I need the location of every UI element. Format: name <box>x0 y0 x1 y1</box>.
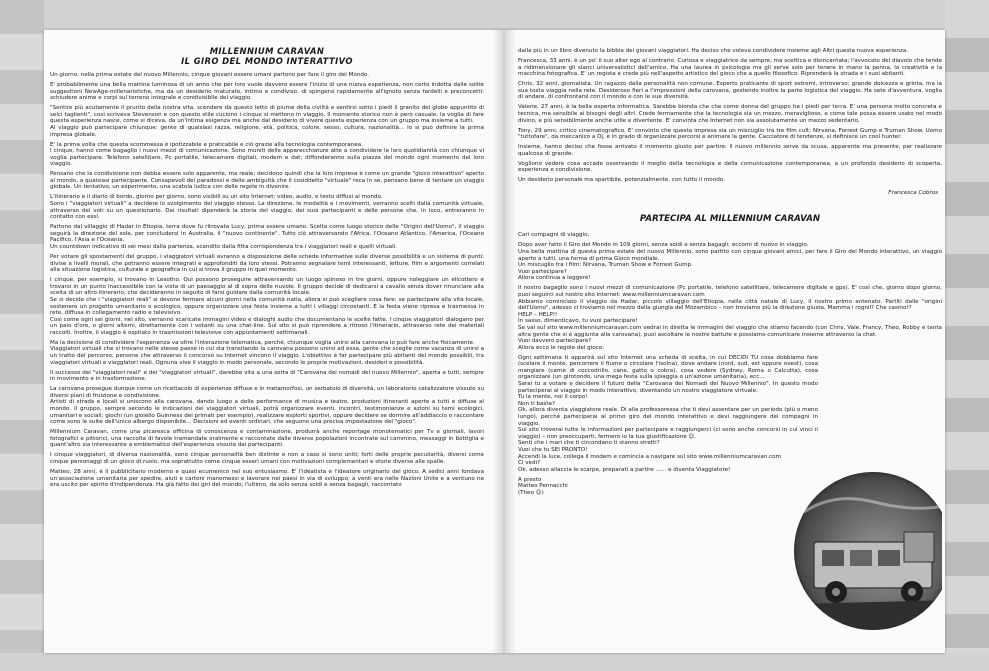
section-heading: PARTECIPA AL MILLENNIUM CARAVAN <box>639 214 821 225</box>
paragraph: A presto Matteo Pennacchi (Theo ☺) <box>518 476 568 496</box>
background-right-strip <box>945 0 989 653</box>
paragraph: I cinque, per esempio, si trovano in Lesotho. Qui possono proseguire attraversando un luogo spinoso in tre giorni, oppure noleggiare un elicottero e trovarsi in un punto inaccessibile con la vista di un paesaggio al di sopra delle nuvole. Il gruppo decide di dedicarsi a cavallo senza dover rinunciare alla scelta di un altro itinerario, che decideranno in seguito di farsi guidare dalla comunità locale. Se si decide che i "viaggiatori reali" si devono fermare alcuni giorni nella comunità natìa, allora si può scegliere cosa fare: se partecipare alla vita locale, sostenere un progetto umanitario o ecologico, oppure organizzare una festa insieme a tutti i villaggi circostanti. E la festa viene ripresa e trasmessa in rete, diffusa in collegamento radio e televisivo. Così come ogni sei giorni, nel sito, verranno scaricate immagini video e dialoghi audio che documentano le scelte fatte. I cinque viaggiatori dialogano per un paio d'ore, o giorni alterni, direttamente con i votanti su una chat-line. Sul sito si può riprendere a ritroso l'itinerario, attraverso rete dei materiali raccolti. Inoltre, il viaggio è ospitato in trasmissioni televisive con appuntamenti settimanali. <box>50 277 484 336</box>
paragraph: Cari compagni di viaggio, <box>518 232 590 239</box>
paragraph: Ma la decisione di condividere l'esperienza va oltre l'interazione telematica, perché, chiunque voglia unirsi alla carovana lo può fare anche fisicamente. Viaggiatori virtuali che si trovano nelle stesse paese in cui sta transitando la carovana possono unirsi ad essa, gente che sceglie come vacanza di unirsi a un tratto del percorso, persone che attraverso il concorso su Internet vincono il viaggio. L'obiettivo è far partecipare più abitanti del mondo possibili, tra viaggiatori virtuali e viaggiatori reali. Ognuna vive il viaggio in modo personale, secondo le proprie motivazioni, desideri e possibilità. <box>50 339 484 366</box>
paragraph: Chris, 32 anni, giornalista. Un ragazzo dalla personalità non comune. Esperto praticante di sport estremi, introverso; grande dolcezza e grinta, ma la sua tosta viaggia nella rete. Desideroso fieri a l'impressioni della carovana, gestendo inoltre la parte logistica del viaggio. Ha sete d'avventura, voglia di andare, di confrontarsi con il mondo e con le sue diversità. <box>518 81 942 101</box>
paragraph: dalla più in un libro divenuto la bibbia dei giovani viaggiatori. Ha deciso che voleva condividere insieme agli Altri questa nuova esperienza. <box>518 48 909 54</box>
paragraph: La carovana prosegue dunque come un ricettacolo di esperienze diffuse e in metamorfosi, un serbatoio di diversità, un laboratorio catalizzatore vissuto su diversi piani di fruizione e condivisione. Artisti di strada e locali si uniscono alla carovana, dando luogo a delle performance di musica e teatro, produzioni itineranti aperte a tutti e diffuse al mondo. Il gruppo, sempre secondo le indicazioni dei viaggiatori virtuali, potrà organizzare eventi, incontri, testimonianze e azioni su temi ecologici, umanitari e sociali; giochi (un gioiello Guinness dei primati per esempio), realizzare esplorti sportivi, oppure decidere se dormire all'addiaccio o raccontare come sono le suite dell'unico albergo disponibile... Decisioni ed eventi ordinari, che seguono una precisa impostazione del "gioco". <box>50 386 484 426</box>
article-title: MILLENNIUM CARAVAN <box>209 46 325 56</box>
paragraph: Ogni settimana ti apparirà sul sito Internet una scheda di scelta, in cui DECIDI TU cosa dobbiamo fare (scelare il monte, percorrere il fiume o circolare l'isolna), dove andare (nord, sud, est oppure ovest), cosa mangiare (carne di coccodrillo, cane, gatto o cobra), cosa vedere (Sydney, Roma o Calcutta), cosa organizzare (un girotondo, una mega festa sulla spiaggia o un'azione umanitaria), ecc... Sarai tu a votare e decidere il futuro della "Carovana dei Nomadi del Nuovo Millennio". In questo modo parteciperai al viaggio in modo interattivo, diventando un nostro viaggiatore virtuale. Tu la mente, noi il corpo! Non ti basta? Ok, allora diventa viaggiatore reale. Di alla professoressa che ti devi assentare per un periodo (più o meno lungo), perché parteciperai al primo giro del mondo interattivo e devi raggiungere dei compagni in viaggio. Sul sito troverai tutte le informazioni per partecipare e raggiungerci (ci sono anche concorsi in cui vinci il viaggio) – non preoccuparti, fermerò io la tua giustificazione ☺. Senti che i mari che ti circondano ti stanno stretti? Vuoi che tu SEI PRONTO! Accendi la luce, collega il modem e comincia a navigare sul sito www.millenniumcaravan.com Ci vedi? Ok, adesso allaccia le scarpe, preparati a partire ...... e diventa Viaggiatore! <box>518 354 818 473</box>
paragraph: Il successo dei "viaggiatori reali" e dei "viaggiatori virtuali", darebbe vita a una sorta di "Carovana dei nomadi del nuovo Millennio", aperta a tutti, sempre in movimento e in trasformazione. <box>50 369 484 383</box>
paragraph: Per votare gli spostamenti del gruppo, i viaggiatori virtuali avranno a disposizione delle schede informative sulle diverse possibilità e un sistema di punti: divise a livelli morali, che potranno essere integrati e approfonditi da loro stessi. Potranno segnalare temi interessanti, letture, film e argomenti correlati alla situazione logistica, culturale e geografica in cui si trova il gruppo in quel momento. <box>50 253 484 274</box>
page-gutter <box>492 30 516 653</box>
paragraph: Matteo, 28 anni, è il pubblicitario moderno e quasi ecumenico nel suo entusiasmo. E' l'ideatista e l'ideatore originario del gioco. A sedici anni fondava un'associazione umanitaria per spedire, aiuti e cartoni manomessi e lavorare nei paesi in via di sviluppo; a venti era nelle Nazioni Unite e a ventuno ne era uscito per spirito d'indipendenza. Ha già fatto dei giri del mondo, l'ultimo, da solo senza soldi e senza bagagli, raccontato <box>50 468 484 489</box>
author-signature: Francesca Cobros <box>888 189 938 196</box>
paragraph: Tony, 29 anni, critico cinematografico. E' convinto che questa impresa sia un miscuglio tra tre film cult: Nirvana, Forrest Gump e Truman Show. Uomo "tuttofare", da meccanico a Dj, è in grado di organizzare percorsi e animare la gente. Cacciatore di tendenze, si definisce un cool hunter. <box>518 127 942 141</box>
paragraph: Un giorno, nella prima estate del nuovo Millennio, cinque giovani essere umani partono per fare il giro del Mondo. <box>50 72 370 78</box>
paragraph: Valerie, 27 anni, è la bella esperta informatica. Sarebbe bionda che che come donna del gruppo ha i piedi per terra. E' una persona molto concreta e tecnica, ma sensibile ai bisogni degli altri. Crede fermamente che la tecnologia sia un mezzo, meraviglioso, e come tale possa essere usato nel modo divino, e più sensibilmente anche utile e divertente. E' convinta che Internet non sia assolutamente un mezzo sedentario. <box>518 104 942 124</box>
paragraph: E' probabilmente una bella mattina luminosa di un anno che per loro vuole davvero essere l'inizio di una nuova esperienza, non certo indotta dalle solite suggestioni NewAge-millenaristiche, ma da un desiderio maturato, intimo e condiviso, di spingersi rapidamente all'ignoto senza fardelli e preconcetti: schiudere anime e corpi sul terreno integrale e condivisibile del viaggio. <box>50 81 484 102</box>
right-article-continuation <box>518 48 942 184</box>
left-article-body <box>50 72 484 489</box>
article-subtitle: IL GIRO DEL MONDO INTERATTIVO <box>181 56 353 66</box>
truck-illustration <box>794 472 942 630</box>
paragraph: Pensano che la condivisione non debba essere solo apparente, ma reale; decidono quindi che la loro impresa è come un grande "gioco interattivo" aperto al mondo, a qualsiasi partecipante. Consapevoli dei paradossi e delle ambiguità che il cosiddetto "virtuale" reca in sé, pensano bene di tentare un viaggio globale. Un tentativo, un esperimento, una scatola ludica con delle regole in divenire. <box>50 171 484 191</box>
paragraph: Un desiderio personale ma spartibile, potenzialmente, con tutto il mondo. <box>518 177 725 184</box>
left-page <box>50 30 484 669</box>
paragraph: L'itinerario e il diario di bordo, giorno per giorno, sono visibili su un sito Internet: video, audio, e testo diffusi al mondo. Sono i "viaggiatori virtuali" a decidere lo svolgimento del viaggio stesso. La direzione, le modalità e i movimenti, verranno scelti dalla comunità virtuale, attraverso dei voti su un questionario. Dai risultati dipenderà la storia del viaggio, dei suoi partecipanti e delle persone che, in loco, entreranno in contatto con essi. <box>50 194 484 221</box>
paragraph: E' la prima volta che questa scommessa è ipotizzabile e praticabile e ciò grazie alla tecnologia contemporanea. I cinque, hanno come bagaglio i nuovi mezzi di comunicazione. Sono muniti delle apparecchiature atte a condividere le loro quotidianità con chiunque vi voglia partecipare. Telefono satellitare, Pc portatile, telecamere digitali, modem e dat; diffonderanno sulla piazza del mondo ogni momento del loro viaggio. <box>50 141 484 168</box>
paragraph: Dopo aver fatto il Giro del Mondo in 109 giorni, senza soldi e senza bagagli; eccomi di nuovo in viaggio. Una bella mattina di questa prima estate del nuovo Millennio, sono partito con cinque giovani amici, per fare il Giro del Mondo interattivo, un viaggio aperto a tutti, una forma di prima Gioco mondiale. Un miscuglio tra i film: Nirvana, Truman Show e Forrest Gump. Vuoi partecipare? Allora continua a leggere! <box>518 242 942 282</box>
paragraph: "Sentire più acutamente il pruritо della nostra vita, scendere da questo letto di piume della civiltà e sentirsi sotto i piedi il granito del globe appuntito di selci taglienti", così scriveva Stevenson e con questo stile cuciono i cinque si mettono in viaggio. Il momento storico non è però casuale, la voglia di fare questa esperienza nasce, come si diceva, da un'intima esigenza ma anche dal desiderio di vivere questa esperienza con un gruppo ma insieme a tutti. Al viaggio può partecipare chiunque: gente di qualsiasi razza, religione, età, politica, colore, sesso, cultura, nazionalità... lo si può definire la prima impresa globale. <box>50 105 484 138</box>
background-left-strip <box>0 0 44 653</box>
caravan-photo-icon <box>794 472 942 630</box>
paragraph: Insieme, hanno deciso che fosse arrivato il momento giusto per partire: il nuovo millennio serve da scusa, apparente ma presente, per realizzare qualcosa di grande. <box>518 144 942 157</box>
magazine-spread <box>44 30 945 653</box>
paragraph: Partono dal villaggio di Hadar in Etiopia, terra dove fu ritrovata Lucy, prima essere umano. Scelta come luogo storico delle "Origini dell'Uomo", il viaggio seguirà la direzione del sole, per concludersi in Australia, il "nuovo continente". Tutto ciò attraversando l'Africa, l'Oceano Atlantico, l'America, l'Oceano Pacifico, l'Asia e l'Oceania. Un countdown indicativo di sei mesi dalla partenza, scandito dalla fitta corrispondenza tra i viaggiatori reali e quelli virtuali. <box>50 224 484 250</box>
paragraph: I cinque viaggiatori, di diversa nazionalità, sono cinque personalità ben distinte e non a caso si sono uniti; forti delle proprie peculiarità, diversi come cinque personaggi di un gioco di ruolo, ma soprattutto come cinque esseri umani con motivazioni complementari e storie diverse alle spalle. <box>50 452 484 465</box>
right-page <box>518 30 942 671</box>
paragraph: Francesca, 33 anni, è un po' il suo alter ego al contrario. Curiosa e viaggiatrice da sempre, ma scettica e disincantata; l'avvocato del diavolo che tende a ridimensionare gli slanci universalistici dell'amico. Ha una laurea in psicologia ma gli serve solo per tenere in mano la penna, la creatività e la macchina fotografica. E' un regista e crede più nell'aspetto artistico del gioco che a quello filosofico. Riprenderà la strada e i suoi abitanti. <box>518 57 942 78</box>
paragraph: Millennium Caravan, come una picaresca officina di conoscenza e contaminazione, produrrà anche reportage monotematici per Tv e giornali, lavori fotografici e pittorici, una raccolta di favole tramandate oralmente e raccontate dalle diverse popolazioni incontrate sul cammino, messaggi in bottiglia e quant'altro sia interessante a emblematico dell'esperienza vissuta dai partecipanti. <box>50 429 484 449</box>
paragraph: Il nostro bagaglio sono i nuovi mezzi di comunicazione (Pc portatile, telefono satellitare, telecamere digitale e gps). E' così che, giorno dopo giorno, puoi seguirci sul nostro sito internet: www.millenniumcaravan.com Abbiamo cominciato il viaggio da Hadar, piccolo villaggio dell'Etiopia, nella città natale di Lucy, il nostro primo antenato. Partiti dalle "origini dell'Uomo", adesso ci troviamo nel mezzo della giungla del Mozambico – non troviamo più la direzione giusta, Mamma i rognil? Che casino!? HELP – HELP!! In sasso, dimenticavo, tu vuoi partecipare! Se vai sul sito www.millenniumcaravan.com vedrai in diretta le immagini del viaggio che stiamo facendo (con Chris, Vale, Francy, Theo, Robby e tanta altra gente che si è aggiunta alla carovana), puoi ascoltare le nostre battute e possiamo comunicare insieme attraverso la chat. Vuoi davvero partecipare? Allora ecco le regole del gioco: <box>518 285 942 351</box>
letter-body <box>518 232 942 496</box>
paragraph: Vogliono vedere cosa accade osservando il meglio della tecnologia e della comunicazione contemporanea, a un profondo desiderio di scoperta, esperienza e condivisione. <box>518 160 942 174</box>
